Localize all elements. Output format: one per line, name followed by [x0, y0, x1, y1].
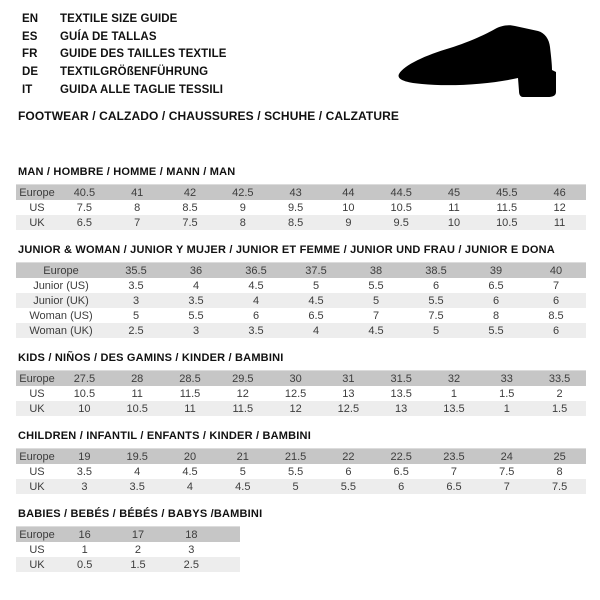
table-row [16, 371, 586, 387]
row-label-cell: Europe [19, 372, 55, 385]
size-value-cell: 12 [289, 402, 302, 415]
size-value-cell: 6 [345, 465, 352, 478]
size-value-cell: 17 [131, 528, 145, 541]
category-line: FOOTWEAR / CALZADO / CHAUSSURES / SCHUHE / CALZATURE [18, 109, 399, 123]
size-value-cell: 28 [131, 372, 144, 385]
size-value-cell: 8 [556, 465, 563, 478]
size-value-cell: 7 [552, 279, 560, 292]
language-row [22, 82, 227, 100]
size-value-cell: 8.5 [548, 309, 564, 322]
size-value-cell: 1 [503, 402, 510, 415]
row-label-cell: UK [29, 402, 45, 415]
size-value-cell: 8 [239, 216, 246, 229]
row-label-cell: Junior (UK) [33, 294, 89, 307]
size-value-cell: 38 [369, 264, 383, 277]
row-label-cell: US [29, 201, 45, 214]
size-value-cell: 6 [552, 324, 560, 337]
size-value-cell: 6 [432, 279, 440, 292]
size-value-cell: 19 [78, 450, 91, 463]
size-value-cell: 7 [134, 216, 141, 229]
size-value-cell: 20 [183, 450, 197, 463]
dress-shoe-icon [392, 20, 578, 102]
row-label-cell: Woman (US) [29, 309, 93, 322]
size-value-cell: 44 [342, 186, 355, 199]
size-value-cell: 1.5 [130, 558, 146, 571]
size-value-cell: 6.5 [393, 465, 409, 478]
size-value-cell: 11.5 [179, 387, 201, 400]
size-value-cell: 12.5 [284, 387, 307, 400]
size-value-cell: 6.5 [446, 480, 462, 493]
size-value-cell: 1.5 [551, 402, 568, 415]
row-label-cell: US [29, 465, 45, 478]
size-value-cell: 44.5 [390, 186, 412, 199]
table-title: BABIES / BEBÉS / BÉBÉS / BABYS /BAMBINI [18, 508, 263, 520]
row-label-cell: Europe [19, 528, 55, 541]
size-value-cell: 4.5 [235, 480, 251, 493]
size-value-cell: 5 [312, 279, 320, 292]
size-value-cell: 6.5 [488, 279, 504, 292]
size-value-cell: 10.5 [73, 387, 96, 400]
size-value-cell: 32 [447, 372, 461, 385]
row-label-cell: US [29, 543, 45, 556]
size-value-cell: 7.5 [76, 201, 93, 214]
size-value-cell: 35.5 [125, 264, 147, 277]
language-row [22, 46, 227, 64]
size-value-cell: 10 [342, 201, 355, 214]
table-row [16, 542, 240, 557]
size-value-cell: 11.5 [496, 201, 518, 214]
size-value-cell: 45 [447, 186, 461, 199]
size-value-cell: 41 [131, 186, 144, 199]
language-row [22, 11, 227, 29]
size-value-cell: 11 [448, 201, 460, 214]
language-label: GUÍA DE TALLAS [60, 30, 157, 43]
size-value-cell: 11 [184, 402, 196, 415]
table-title: CHILDREN / INFANTIL / ENFANTS / KINDER / BAMBINI [18, 430, 311, 442]
table-row [16, 308, 586, 323]
size-value-cell: 6 [252, 309, 260, 322]
size-value-cell: 5.5 [368, 279, 384, 292]
language-label: TEXTILE SIZE GUIDE [60, 13, 178, 25]
size-value-cell: 45.5 [496, 186, 518, 199]
size-table-section [16, 508, 586, 572]
size-value-cell: 8.5 [287, 216, 304, 229]
size-table-section [16, 166, 586, 230]
language-code: EN [22, 13, 39, 25]
language-code: IT [22, 83, 33, 96]
size-value-cell: 22 [342, 450, 355, 463]
size-value-cell: 7.5 [551, 480, 568, 493]
size-value-cell: 4 [186, 480, 194, 493]
size-value-cell: 25 [553, 450, 566, 463]
row-label-cell: UK [29, 558, 45, 571]
size-value-cell: 8.5 [182, 201, 198, 214]
table-row [16, 557, 240, 572]
size-value-cell: 4.5 [368, 324, 384, 337]
size-value-cell: 10.5 [126, 402, 148, 415]
size-value-cell: 10 [78, 402, 91, 415]
size-value-cell: 24 [500, 450, 513, 463]
size-value-cell: 5.5 [287, 465, 304, 478]
size-value-cell: 8 [134, 201, 141, 214]
size-value-cell: 8 [492, 309, 500, 322]
size-value-cell: 11.5 [232, 402, 254, 415]
size-value-cell: 5 [132, 309, 140, 322]
table-row [16, 278, 586, 293]
size-value-cell: 7 [372, 309, 380, 322]
language-list [22, 11, 227, 100]
size-value-cell: 5.5 [188, 309, 204, 322]
language-row [22, 64, 227, 82]
size-value-cell: 16 [78, 528, 91, 541]
size-value-cell: 2 [556, 387, 563, 400]
size-value-cell: 7.5 [499, 465, 515, 478]
table-row [16, 323, 586, 338]
size-value-cell: 5.5 [428, 294, 444, 307]
size-tables [16, 166, 586, 572]
row-label-cell: UK [29, 480, 45, 493]
size-value-cell: 13 [342, 387, 355, 400]
row-label-cell: Woman (UK) [29, 324, 93, 337]
size-value-cell: 12 [553, 201, 566, 214]
size-value-cell: 1.5 [499, 387, 515, 400]
size-value-cell: 5 [372, 294, 380, 307]
size-value-cell: 9 [345, 216, 352, 229]
size-value-cell: 13.5 [443, 402, 465, 415]
size-value-cell: 3.5 [128, 279, 144, 292]
size-value-cell: 5 [432, 324, 440, 337]
table-title: MAN / HOMBRE / HOMME / MANN / MAN [18, 166, 236, 178]
row-label-cell: Junior (US) [33, 279, 89, 292]
size-value-cell: 4 [252, 294, 260, 307]
table-row [16, 479, 586, 494]
table-row [16, 293, 586, 308]
size-value-cell: 29.5 [232, 372, 254, 385]
size-table-section [16, 430, 586, 494]
table-title: JUNIOR & WOMAN / JUNIOR Y MUJER / JUNIOR ET FEMME / JUNIOR UND FRAU / JUNIOR E DONA [18, 244, 555, 256]
size-value-cell: 5 [292, 480, 299, 493]
size-value-cell: 4.5 [248, 279, 264, 292]
size-value-cell: 37.5 [305, 264, 327, 277]
size-value-cell: 7 [503, 480, 510, 493]
size-value-cell: 40.5 [73, 186, 96, 199]
size-value-cell: 2.5 [183, 558, 199, 571]
size-table [16, 448, 586, 494]
size-value-cell: 3.5 [248, 324, 264, 337]
size-value-cell: 6 [492, 294, 500, 307]
size-value-cell: 3 [188, 543, 195, 556]
size-value-cell: 31 [342, 372, 355, 385]
language-code: FR [22, 48, 38, 61]
size-table [16, 370, 586, 416]
size-value-cell: 46 [553, 186, 566, 199]
size-value-cell: 28.5 [179, 372, 201, 385]
language-label: GUIDA ALLE TAGLIE TESSILI [60, 83, 224, 96]
size-value-cell: 21.5 [284, 450, 307, 463]
size-value-cell: 3.5 [129, 480, 145, 493]
row-label-cell: Europe [43, 264, 79, 277]
size-value-cell: 6 [552, 294, 560, 307]
size-table-section [16, 244, 586, 338]
size-value-cell: 10.5 [496, 216, 518, 229]
size-value-cell: 9.5 [287, 201, 304, 214]
size-value-cell: 7.5 [182, 216, 198, 229]
size-value-cell: 13.5 [390, 387, 412, 400]
size-table [16, 526, 240, 572]
size-value-cell: 36.5 [245, 264, 267, 277]
size-value-cell: 10.5 [390, 201, 412, 214]
size-table [16, 184, 586, 230]
language-row [22, 29, 227, 47]
table-row [16, 185, 586, 201]
size-value-cell: 42.5 [232, 186, 254, 199]
size-value-cell: 42 [183, 186, 197, 199]
table-row [16, 401, 586, 416]
size-value-cell: 3 [192, 324, 200, 337]
size-value-cell: 12.5 [337, 402, 360, 415]
size-value-cell: 7.5 [428, 309, 444, 322]
size-value-cell: 33 [500, 372, 513, 385]
size-value-cell: 5.5 [340, 480, 357, 493]
size-table-section [16, 352, 586, 416]
size-value-cell: 4 [192, 279, 200, 292]
size-value-cell: 4 [312, 324, 320, 337]
size-value-cell: 0.5 [77, 558, 93, 571]
size-value-cell: 30 [289, 372, 302, 385]
size-value-cell: 10 [447, 216, 461, 229]
size-value-cell: 12 [236, 387, 249, 400]
size-value-cell: 19.5 [126, 450, 148, 463]
table-row [16, 386, 586, 401]
table-row [16, 215, 586, 230]
size-value-cell: 3 [132, 294, 140, 307]
size-value-cell: 3 [81, 480, 88, 493]
size-value-cell: 1 [450, 387, 458, 400]
size-value-cell: 27.5 [73, 372, 96, 385]
empty-filler-cell [218, 557, 240, 572]
size-value-cell: 18 [185, 528, 198, 541]
size-value-cell: 36 [189, 264, 203, 277]
size-value-cell: 40 [549, 264, 563, 277]
row-label-cell: Europe [19, 450, 55, 463]
size-value-cell: 39 [489, 264, 503, 277]
size-value-cell: 6.5 [308, 309, 324, 322]
size-value-cell: 21 [236, 450, 249, 463]
empty-filler-cell [218, 542, 240, 557]
language-code: DE [22, 66, 39, 79]
size-value-cell: 5.5 [488, 324, 504, 337]
size-value-cell: 13 [395, 402, 408, 415]
size-value-cell: 9.5 [393, 216, 409, 229]
size-value-cell: 6 [398, 480, 405, 493]
size-value-cell: 23.5 [443, 450, 465, 463]
size-value-cell: 4 [134, 465, 141, 478]
size-value-cell: 31.5 [390, 372, 412, 385]
size-value-cell: 9 [239, 201, 246, 214]
table-title: KIDS / NIÑOS / DES GAMINS / KINDER / BAMBINI [18, 352, 284, 364]
size-value-cell: 4.5 [308, 294, 324, 307]
table-row [16, 527, 240, 543]
language-label: GUIDE DES TAILLES TEXTILE [60, 48, 227, 61]
size-value-cell: 38.5 [425, 264, 447, 277]
empty-filler-cell [218, 527, 240, 543]
table-row [16, 449, 586, 465]
language-label: TEXTILGRÖßENFÜHRUNG [60, 66, 209, 79]
size-value-cell: 6.5 [76, 216, 93, 229]
size-table [16, 262, 586, 338]
size-value-cell: 4.5 [182, 465, 198, 478]
size-value-cell: 1 [81, 543, 88, 556]
size-value-cell: 5 [239, 465, 246, 478]
size-value-cell: 11 [553, 216, 566, 229]
size-value-cell: 7 [450, 465, 458, 478]
table-row [16, 200, 586, 215]
size-value-cell: 43 [289, 186, 302, 199]
size-value-cell: 11 [131, 387, 143, 400]
row-label-cell: Europe [19, 186, 55, 199]
table-row [16, 464, 586, 479]
size-value-cell: 2.5 [128, 324, 144, 337]
row-label-cell: US [29, 387, 45, 400]
table-row [16, 263, 586, 279]
size-value-cell: 33.5 [548, 372, 571, 385]
language-code: ES [22, 30, 38, 43]
size-value-cell: 2 [134, 543, 142, 556]
size-value-cell: 3.5 [188, 294, 204, 307]
size-value-cell: 22.5 [390, 450, 412, 463]
row-label-cell: UK [29, 216, 45, 229]
size-value-cell: 3.5 [76, 465, 93, 478]
